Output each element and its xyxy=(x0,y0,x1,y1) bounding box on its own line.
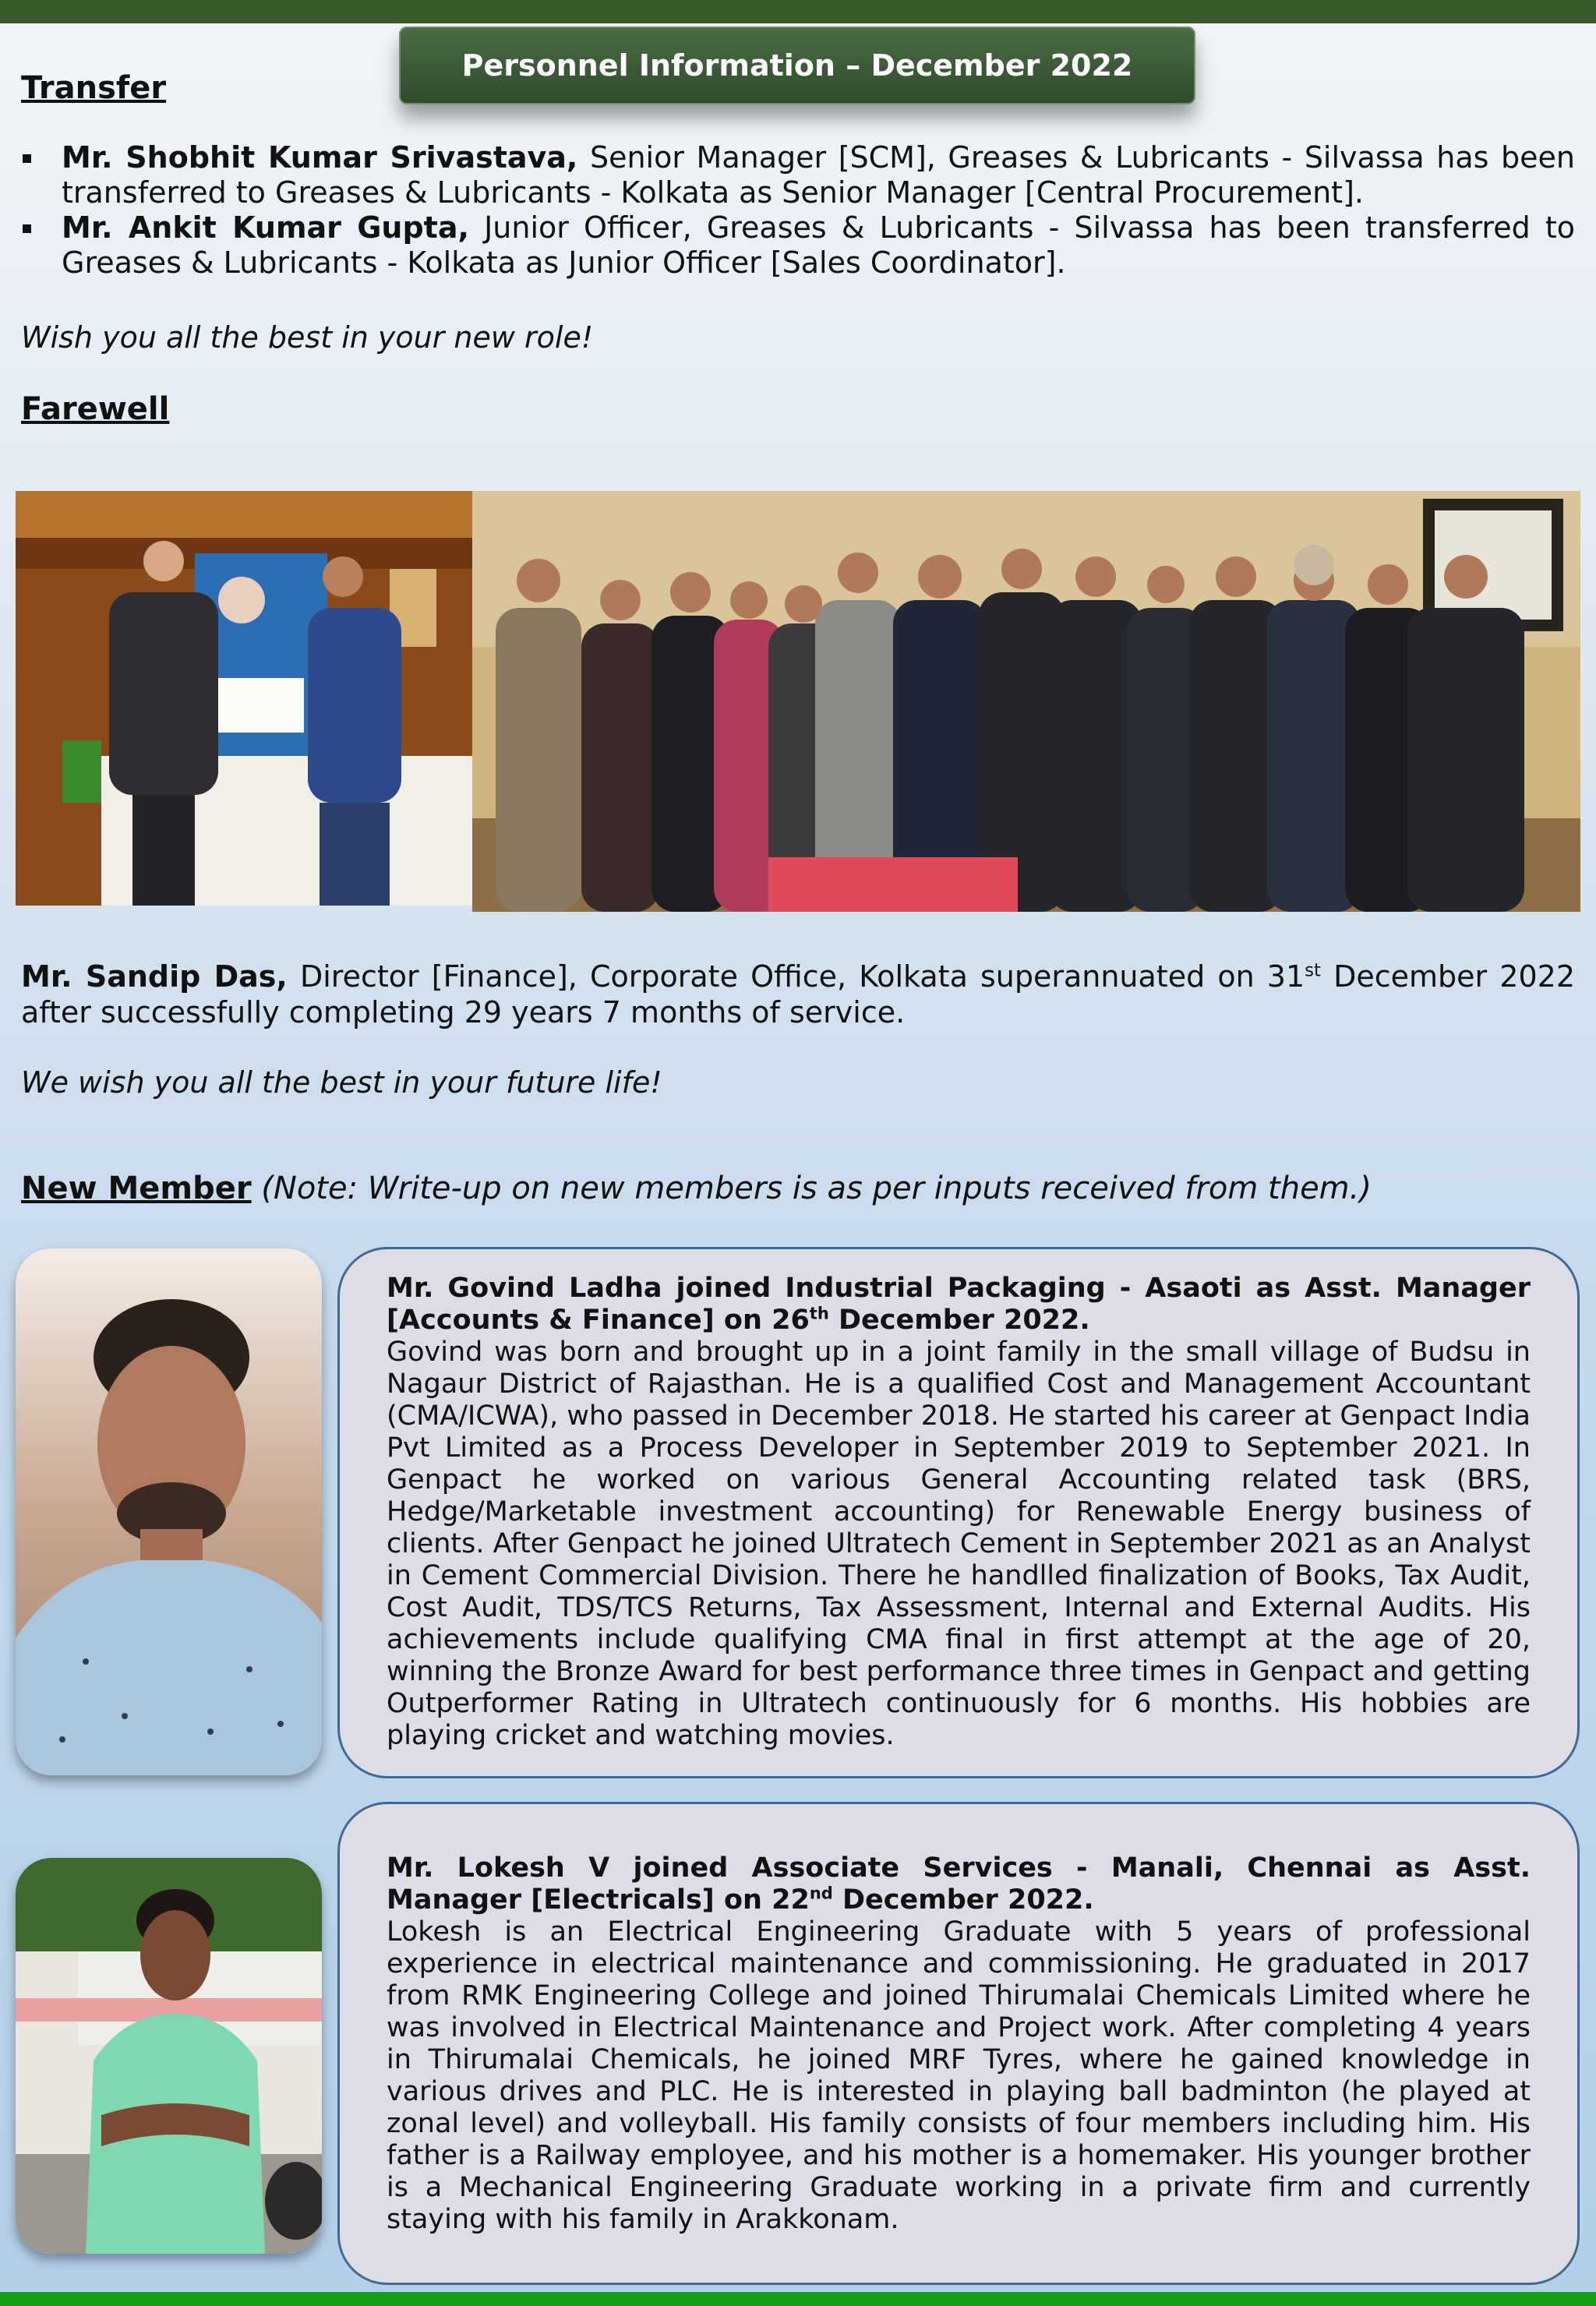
member-title: Mr. Govind Ladha joined Industrial Packaging - Asaoti as Asst. Manager [Accounts & Finance] on 26th December 2022. xyxy=(387,1273,1531,1336)
page-title: Personnel Information – December 2022 xyxy=(461,48,1133,83)
farewell-handover-photo xyxy=(16,491,472,906)
member-description: Lokesh is an Electrical Engineering Graduate with 5 years of professional experience in electrical maintenance and commissioning. He graduated in 2017 from RMK Engineering College and joined Thirumalai Chemicals Limited where he was involved in Electrical Maintenance and Project work. After completing 4 years in Thirumalai Chemicals, he joined MRF Tyres, where he gained knowledge in various drives and PLC. He is interested in playing ball badminton (he played at zonal level) and volleyball. His family consists of four members including him. His father is a Railway employee, and his mother is a homemaker. His younger brother is a Mechanical Engineering Graduate working in a private firm and currently staying with his family in Arakkonam. xyxy=(387,1916,1531,2235)
farewell-heading: Farewell xyxy=(21,391,170,427)
new-member-heading-line xyxy=(21,1171,1575,1206)
govind-ladha-photo xyxy=(16,1248,322,1775)
new-member-note: (Note: Write-up on new members is as per inputs received from them.) xyxy=(251,1171,1372,1206)
farewell-group-photo xyxy=(472,491,1580,912)
member-card-lokesh xyxy=(337,1802,1580,2285)
bottom-border-bar xyxy=(0,2292,1596,2306)
page-title-banner xyxy=(399,26,1195,104)
transfer-list xyxy=(21,140,1575,281)
lokesh-v-photo xyxy=(16,1858,322,2254)
transfer-heading: Transfer xyxy=(21,70,167,106)
farewell-text: Mr. Sandip Das, Director [Finance], Corporate Office, Kolkata superannuated on 31st December 2022 after successfully completing 29 years 7 months of service. xyxy=(21,959,1575,1029)
farewell-wish: We wish you all the best in your future life! xyxy=(21,1065,662,1100)
top-border-bar xyxy=(0,0,1596,23)
member-title: Mr. Lokesh V joined Associate Services - Manali, Chennai as Asst. Manager [Electricals] on 22nd December 2022. xyxy=(387,1852,1531,1916)
bullet-square-icon xyxy=(23,224,31,233)
bullet-square-icon xyxy=(23,154,31,163)
member-card-govind xyxy=(337,1247,1580,1778)
list-item: Mr. Ankit Kumar Gupta, Junior Officer, Greases & Lubricants - Silvassa has been transferred to Greases & Lubricants - Kolkata as Junior Officer [Sales Coordinator]. xyxy=(21,210,1575,281)
transfer-wish: Wish you all the best in your new role! xyxy=(21,320,594,355)
new-member-heading: New Member xyxy=(21,1171,252,1206)
member-description: Govind was born and brought up in a joint family in the small village of Budsu in Nagaur District of Rajasthan. He is a qualified Cost and Management Accountant (CMA/ICWA), who passed in December 2018. He started his career at Genpact India Pvt Limited as a Process Developer in September 2019 to September 2021. In Genpact he worked on various General Accounting related task (BRS, Hedge/Marketable investment accounting) for Renewable Energy business of clients. After Genpact he joined Ultratech Cement in September 2021 as an Analyst in Cement Commercial Division. There he handlled finalization of Books, Tax Audit, Cost Audit, TDS/TCS Returns, Tax Assessment, Internal and External Audits. His achievements include qualifying CMA final in first attempt at the age of 20, winning the Bronze Award for best performance three times in Genpact and getting Outperformer Rating in Ultratech continuously for 6 months. His hobbies are playing cricket and watching movies. xyxy=(387,1337,1531,1751)
list-item: Mr. Shobhit Kumar Srivastava, Senior Manager [SCM], Greases & Lubricants - Silvassa has been transferred to Greases & Lubricants - Kolkata as Senior Manager [Central Procurement]. xyxy=(21,140,1575,210)
